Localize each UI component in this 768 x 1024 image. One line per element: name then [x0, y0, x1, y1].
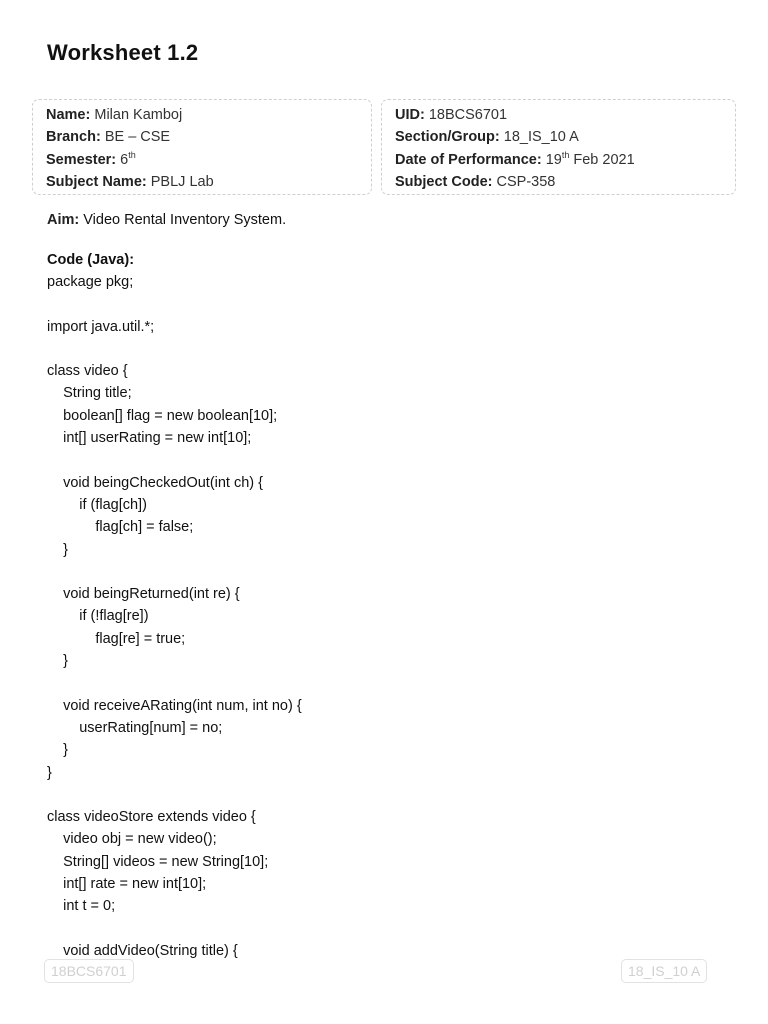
- code-line: if (flag[ch]): [47, 496, 147, 513]
- semester-value: [120, 149, 136, 168]
- subject-name-row: [46, 171, 358, 193]
- code-line: int[] rate = new int[10];: [47, 876, 207, 893]
- code-block: [47, 271, 302, 962]
- section-value: 18_IS_10 A: [503, 129, 579, 146]
- name-value: Milan Kamboj: [94, 107, 183, 123]
- code-line: package pkg;: [47, 274, 134, 290]
- student-info-box: [32, 99, 372, 195]
- code-line: }: [47, 764, 52, 781]
- uid-label: UID:: [395, 107, 425, 123]
- section-row: [395, 126, 722, 148]
- semester-number: 6: [120, 151, 129, 168]
- aim-text: Video Rental Inventory System.: [83, 212, 287, 228]
- semester-suffix: th: [128, 149, 136, 160]
- code-line: [47, 918, 302, 940]
- footer-uid-badge: 18BCS6701: [44, 959, 134, 983]
- semester-row: [46, 149, 358, 171]
- code-line: String[] videos = new String[10];: [47, 853, 269, 870]
- date-row: [395, 149, 722, 171]
- code-line: boolean[] flag = new boolean[10];: [47, 407, 278, 424]
- code-line: import java.util.*;: [47, 318, 155, 335]
- page-title: Worksheet 1.2: [47, 40, 199, 65]
- subject-code-row: [395, 171, 722, 193]
- subject-name-value: PBLJ Lab: [150, 173, 214, 190]
- subject-code-value: CSP-358: [496, 173, 556, 190]
- date-value: [545, 149, 635, 168]
- code-line: int[] userRating = new int[10];: [47, 430, 252, 447]
- code-line: if (!flag[re]): [47, 608, 149, 625]
- code-line: int t = 0;: [47, 898, 116, 915]
- code-line: }: [47, 653, 68, 670]
- date-suffix: th: [561, 149, 570, 160]
- code-line: void receiveARating(int num, int no) {: [47, 697, 302, 714]
- subject-name-label: Subject Name:: [46, 173, 147, 190]
- subject-code-label: Subject Code:: [395, 173, 493, 190]
- code-line: [47, 449, 302, 471]
- code-line: void addVideo(String title) {: [47, 942, 238, 959]
- name-row: [46, 104, 358, 126]
- branch-label: Branch:: [46, 129, 101, 146]
- code-line: video obj = new video();: [47, 831, 217, 848]
- uid-row: [395, 104, 722, 126]
- code-line: [47, 338, 302, 360]
- code-heading: Code (Java):: [47, 252, 135, 268]
- aim-line: [47, 209, 286, 231]
- footer-section-badge: 18_IS_10 A: [621, 959, 707, 983]
- code-line: [47, 293, 302, 315]
- code-line: void beingCheckedOut(int ch) {: [47, 474, 264, 491]
- code-line: flag[ch] = false;: [47, 519, 194, 536]
- code-line: [47, 784, 302, 806]
- date-day: 19: [545, 151, 562, 168]
- uid-value: 18BCS6701: [428, 107, 508, 123]
- code-line: userRating[num] = no;: [47, 719, 223, 736]
- code-line: class videoStore extends video {: [47, 809, 256, 826]
- date-month-year: Feb 2021: [573, 151, 635, 168]
- branch-value: BE – CSE: [104, 129, 171, 146]
- course-info-box: [381, 99, 736, 195]
- code-line: flag[re] = true;: [47, 630, 186, 647]
- code-line: }: [47, 541, 68, 558]
- branch-row: [46, 126, 358, 148]
- semester-label: Semester:: [46, 151, 117, 168]
- code-line: class video {: [47, 363, 128, 380]
- code-line: void beingReturned(int re) {: [47, 586, 240, 603]
- section-label: Section/Group:: [395, 129, 500, 146]
- date-label: Date of Performance:: [395, 151, 542, 168]
- code-line: String title;: [47, 385, 132, 402]
- aim-label: Aim:: [47, 212, 80, 228]
- code-line: [47, 672, 302, 694]
- code-line: [47, 561, 302, 583]
- name-label: Name:: [46, 107, 91, 123]
- code-line: }: [47, 742, 68, 759]
